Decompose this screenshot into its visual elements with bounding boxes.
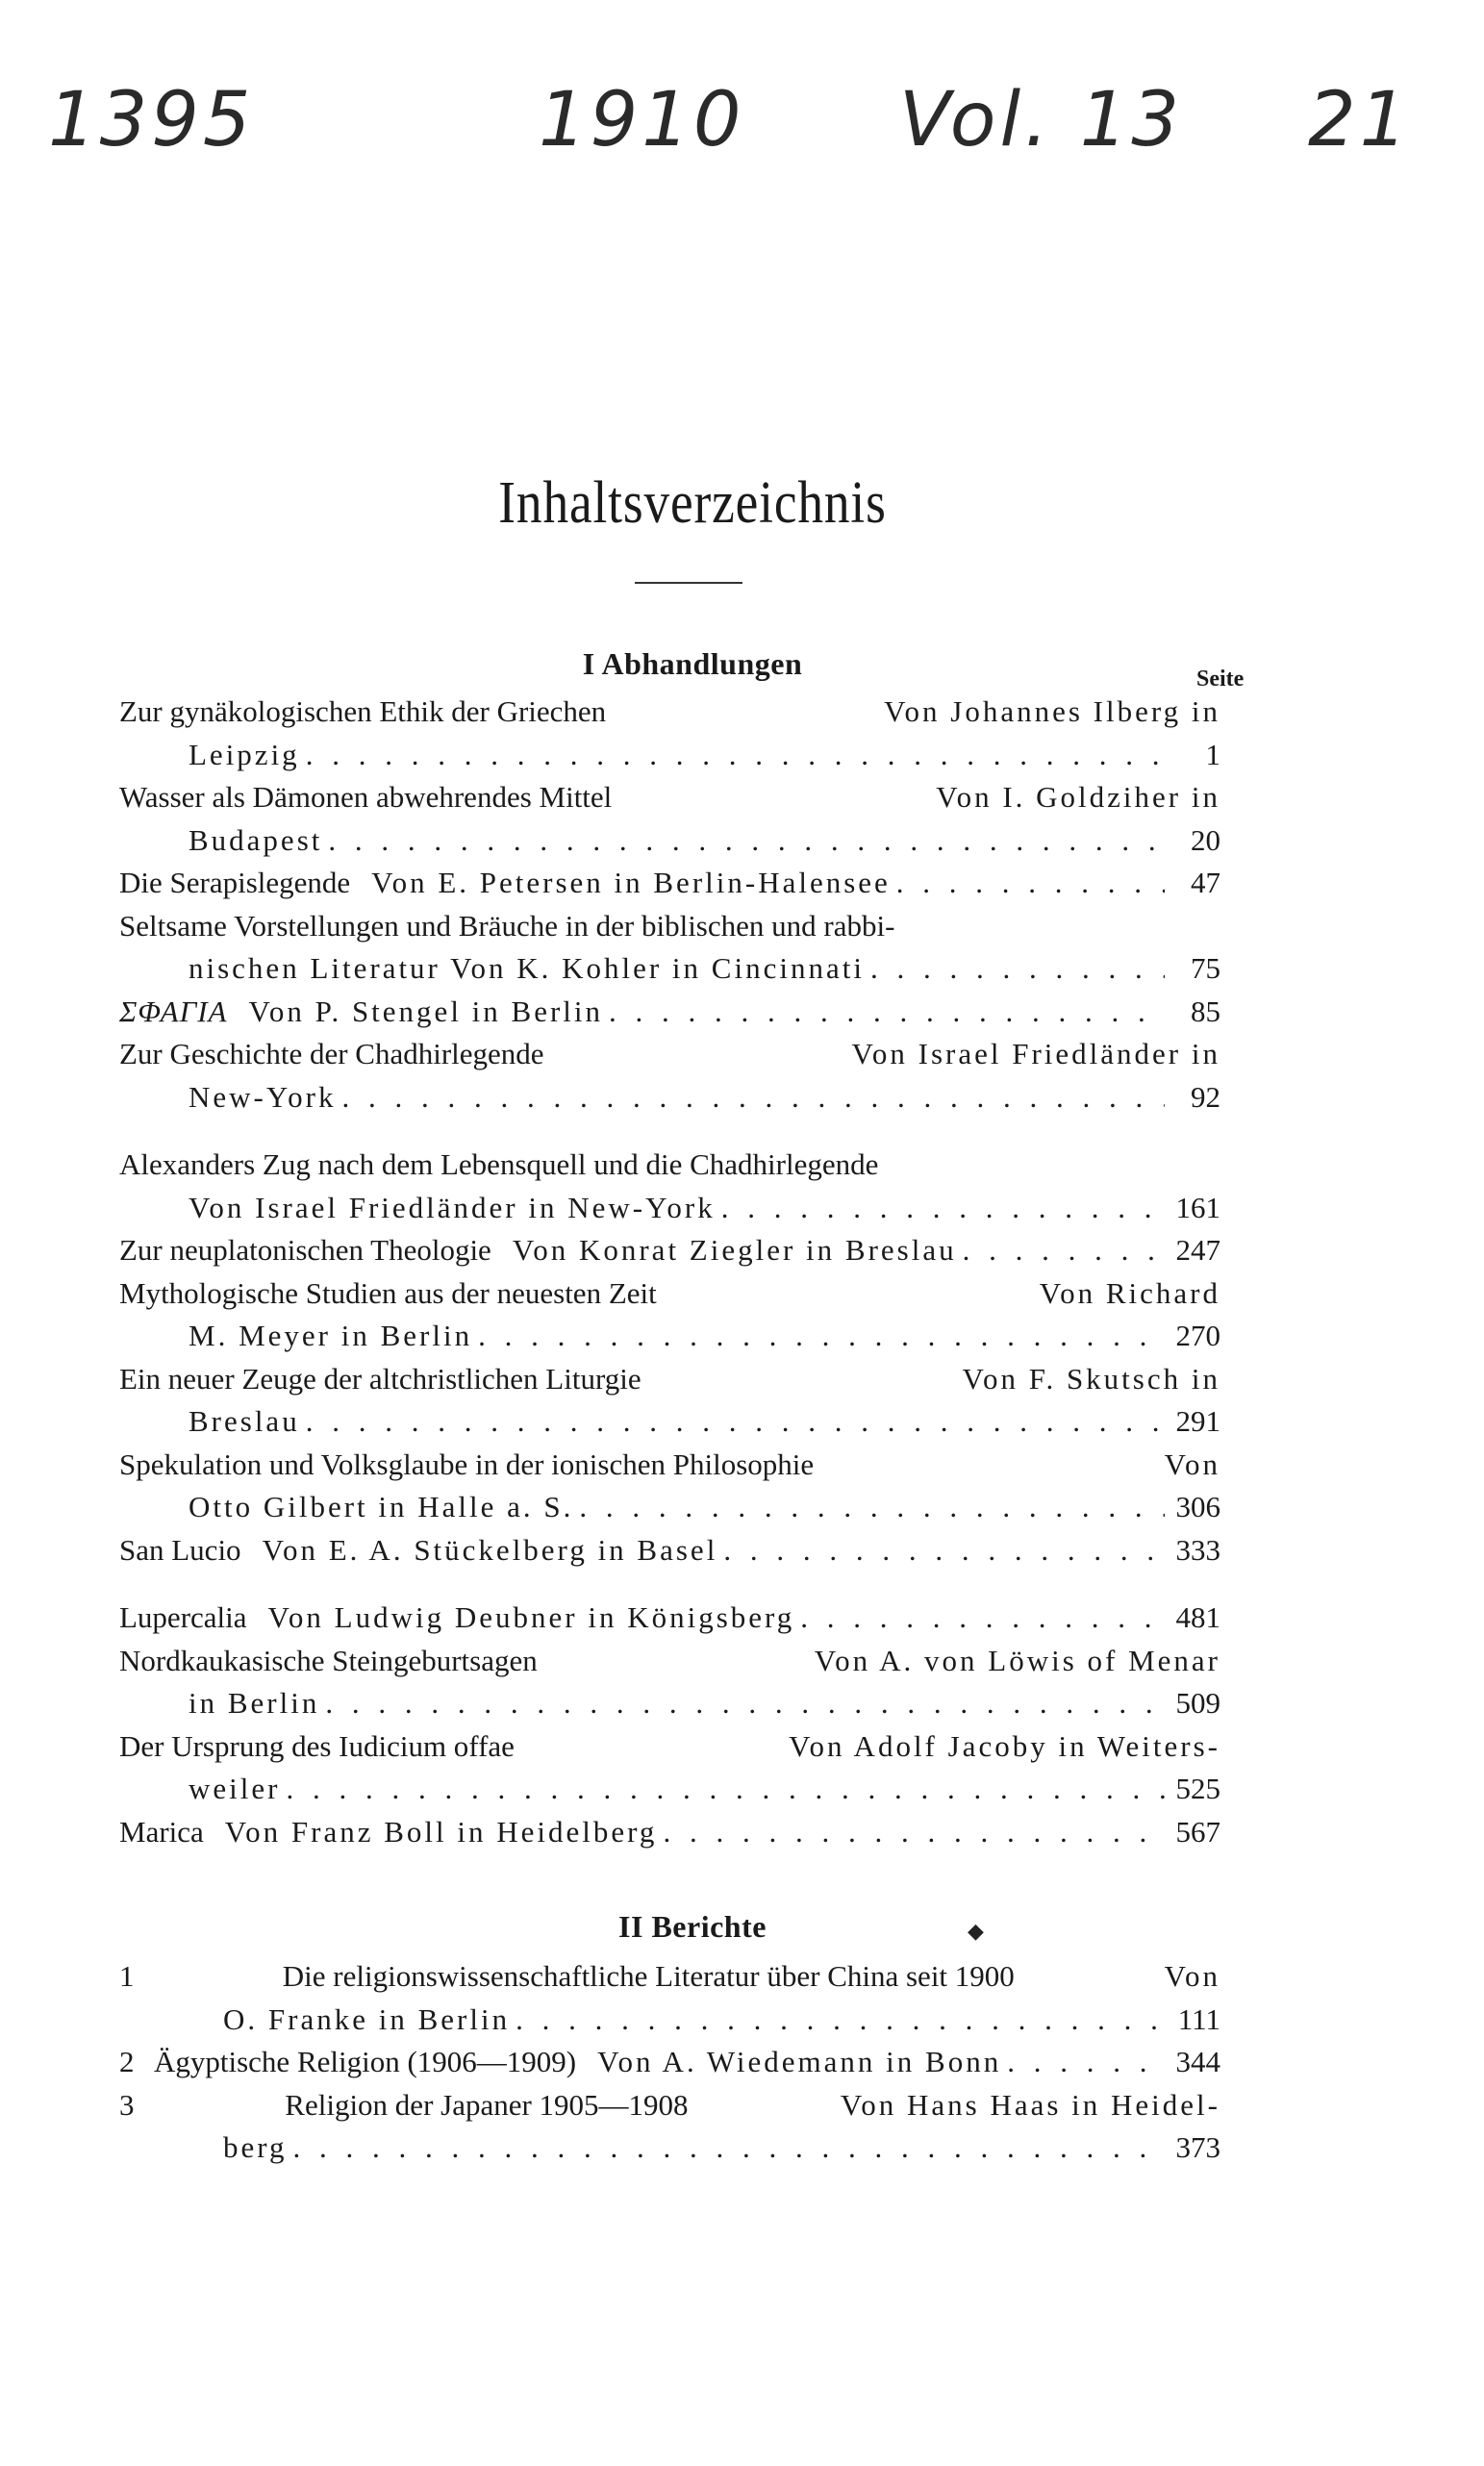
entry-continuation: Otto Gilbert in Halle a. S.: [189, 1490, 574, 1523]
entry-continuation: Budapest: [189, 822, 323, 857]
entry-author: Von A. von Löwis of Menar: [814, 1643, 1220, 1677]
dot-leader: [716, 1191, 1165, 1225]
entry-page: 47: [1191, 866, 1220, 899]
entry-author: Von Franz Boll in Heidelberg: [224, 1814, 658, 1849]
entry-author: Von Israel Friedländer in: [851, 1037, 1220, 1070]
toc-entry-line: [119, 1815, 1220, 1858]
dot-leader: [322, 823, 1165, 858]
entry-title: Der Ursprung des Iudicium offae: [119, 1728, 515, 1763]
dot-leader: [280, 1772, 1165, 1806]
toc-entry-line: [119, 1533, 1220, 1576]
toc-entry-line: [119, 951, 1220, 994]
entry-author: Von I. Goldziher in: [936, 780, 1220, 814]
toc-entry: [119, 994, 1220, 1038]
entry-page: 509: [1175, 1686, 1220, 1720]
entry-page: 333: [1175, 1532, 1220, 1567]
entry-continuation: O. Franke in Berlin: [223, 2001, 511, 2036]
dot-leader: [288, 2130, 1165, 2165]
entry-title: Die religionswissenschaftliche Literatur über China seit 1900: [282, 1959, 1015, 1993]
toc-entry-line: [119, 1037, 1220, 1080]
entry-page: 306: [1175, 1490, 1220, 1523]
entry-page: 344: [1175, 2045, 1220, 2078]
page-column-label: Seite: [1196, 667, 1245, 692]
dot-leader: [319, 1686, 1165, 1721]
entry-title: Zur neuplatonischen Theologie: [119, 1233, 491, 1267]
entry-page: 85: [1191, 994, 1220, 1028]
toc-entry-line: [119, 1447, 1220, 1491]
group-gap: [119, 1575, 1220, 1600]
toc-entry: [119, 694, 1220, 780]
toc-entry: [119, 1037, 1220, 1122]
entry-author: Von: [1164, 1959, 1220, 1993]
abhandlungen-list: [119, 694, 1220, 1857]
toc-entry-line: [119, 2088, 1220, 2131]
entry-author: Von A. Wiedemann in Bonn: [597, 2045, 1002, 2078]
entry-continuation: Leipzig: [189, 737, 300, 771]
toc-entry: [119, 1959, 1220, 2045]
toc-entry-line: [119, 1404, 1220, 1447]
entry-continuation: Breslau: [189, 1404, 300, 1438]
title-divider: [635, 582, 742, 584]
dot-leader: [603, 994, 1165, 1029]
entry-author: Von E. A. Stückelberg in Basel: [262, 1532, 718, 1567]
entry-page: 373: [1175, 2130, 1220, 2164]
entry-author: Von Hans Haas in Heidel-: [840, 2087, 1220, 2122]
entry-page: 270: [1175, 1319, 1220, 1352]
toc-entry: [119, 780, 1220, 866]
entry-title: Ein neuer Zeuge der altchristlichen Liturgie: [119, 1361, 641, 1396]
toc-entry-line: [119, 1080, 1220, 1123]
entry-author: Von Konrat Ziegler in Breslau: [512, 1233, 957, 1267]
toc-entry: [119, 1276, 1220, 1362]
stray-mark: ◆: [968, 1919, 984, 1943]
entry-title: Nordkaukasische Steingeburtsagen: [119, 1643, 538, 1677]
entry-continuation: weiler: [189, 1772, 281, 1805]
toc-entry-line: [119, 1772, 1220, 1815]
dot-leader: [336, 1080, 1165, 1115]
dot-leader: [300, 1404, 1165, 1439]
entry-title: Spekulation und Volksglaube in der ionischen Philosophie: [119, 1447, 815, 1481]
toc-entry-line: [119, 823, 1220, 867]
toc-entry-line: [119, 1362, 1220, 1405]
toc-entry: [119, 1600, 1220, 1644]
entry-page: 75: [1191, 951, 1220, 985]
entry-author: Von: [1164, 1447, 1220, 1481]
toc-entry: [119, 1362, 1220, 1447]
section-heading-abhandlungen: I Abhandlungen: [582, 646, 803, 681]
toc-entry-line: [119, 694, 1220, 738]
toc-entry-line: [119, 1729, 1220, 1773]
entry-page: 481: [1175, 1600, 1220, 1634]
dot-leader: [957, 1233, 1165, 1268]
entry-number: 3: [119, 2087, 135, 2122]
handwritten-volume: Vol. 13: [899, 77, 1184, 164]
toc-entry-line: [119, 1233, 1220, 1276]
handwritten-ref: 1395: [48, 77, 255, 164]
entry-continuation: M. Meyer in Berlin: [189, 1319, 473, 1352]
toc-entry-line: [119, 2002, 1220, 2046]
berichte-list: [119, 1959, 1220, 2174]
entry-author: Von Adolf Jacoby in Weiters-: [789, 1728, 1220, 1763]
toc-entry-line: [119, 1319, 1220, 1362]
dot-leader: [865, 951, 1165, 986]
entry-continuation: berg: [223, 2130, 288, 2164]
handwritten-year: 1910: [539, 77, 745, 164]
toc-entry-line: [119, 1600, 1220, 1644]
toc-entry-line: [119, 738, 1220, 781]
entry-title: Alexanders Zug nach dem Lebensquell und die Chadhirlegende: [119, 1147, 879, 1181]
handwritten-number: 21: [1308, 77, 1412, 164]
entry-author: Von F. Skutsch in: [962, 1361, 1220, 1396]
entry-author: Von P. Stengel in Berlin: [248, 994, 604, 1028]
toc-entry: [119, 1147, 1220, 1233]
entry-page: 1: [1205, 737, 1220, 771]
toc-entry: [119, 1233, 1220, 1276]
page-title: Inhaltsverzeichnis: [498, 470, 887, 536]
entry-page: 161: [1175, 1190, 1220, 1224]
entry-page: 111: [1177, 2001, 1220, 2036]
entry-title: Ägyptische Religion (1906—1909): [154, 2045, 577, 2078]
entry-author: Von Ludwig Deubner in Königsberg: [267, 1600, 795, 1634]
toc-entry-line: [119, 2045, 1220, 2088]
dot-leader: [1001, 2045, 1165, 2079]
dot-leader: [891, 866, 1165, 900]
entry-number: 2: [119, 2045, 135, 2078]
toc-entry: [119, 1533, 1220, 1576]
toc-entry-line: [119, 994, 1220, 1038]
toc-entry: [119, 1644, 1220, 1729]
toc-entry: [119, 1729, 1220, 1815]
entry-title: Lupercalia: [119, 1600, 247, 1634]
dot-leader: [794, 1600, 1165, 1635]
entry-author: Von Richard: [1039, 1275, 1220, 1310]
entry-title: Mythologische Studien aus der neuesten Zeit: [119, 1275, 657, 1310]
dot-leader: [300, 738, 1165, 772]
toc-entry-line: [119, 1490, 1220, 1533]
toc-entry-line: [119, 866, 1220, 909]
dot-leader: [657, 1815, 1165, 1850]
toc-entry-line: [119, 1686, 1220, 1729]
entry-title: San Lucio: [119, 1532, 241, 1567]
entry-continuation: nischen Literatur Von K. Kohler in Cincinnati: [189, 951, 865, 985]
toc-entry-line: [119, 2130, 1220, 2174]
entry-page: 291: [1175, 1404, 1220, 1438]
entry-title: Zur Geschichte der Chadhirlegende: [119, 1037, 544, 1070]
dot-leader: [510, 2002, 1165, 2037]
toc-entry-line: [119, 1147, 1220, 1191]
toc-entry-line: [119, 1644, 1220, 1687]
toc-entry: [119, 866, 1220, 909]
toc-entry-line: [119, 909, 1220, 952]
dot-leader: [573, 1490, 1165, 1524]
entry-page: 20: [1191, 822, 1220, 857]
toc-entry-line: [119, 1959, 1220, 2002]
group-gap: [119, 1122, 1220, 1147]
entry-continuation: New-York: [189, 1079, 337, 1114]
entry-continuation: in Berlin: [189, 1686, 320, 1720]
entry-title: Marica: [119, 1814, 204, 1849]
toc-entry-line: [119, 1276, 1220, 1320]
toc-entry: [119, 1447, 1220, 1533]
entry-title: Die Serapislegende: [119, 866, 351, 899]
section-heading-berichte: II Berichte: [618, 1909, 767, 1944]
entry-title: Religion der Japaner 1905—1908: [285, 2087, 689, 2122]
dot-leader: [472, 1319, 1165, 1353]
entry-page: 525: [1175, 1772, 1220, 1805]
dot-leader: [717, 1533, 1165, 1568]
entry-title: Seltsame Vorstellungen und Bräuche in der biblischen und rabbi-: [119, 908, 895, 943]
entry-number: 1: [119, 1959, 135, 1993]
toc-entry: [119, 909, 1220, 994]
toc-entry-line: [119, 780, 1220, 823]
toc-entry: [119, 2088, 1220, 2174]
entry-author: Von Johannes Ilberg in: [884, 694, 1220, 728]
entry-page: 567: [1175, 1814, 1220, 1849]
entry-author: Von E. Petersen in Berlin-Halensee: [371, 866, 891, 899]
entry-page: 92: [1191, 1079, 1220, 1114]
entry-continuation: Von Israel Friedländer in New-York: [189, 1190, 716, 1224]
entry-title: Zur gynäkologischen Ethik der Griechen: [119, 694, 607, 728]
toc-entry-line: [119, 1191, 1220, 1234]
entry-title: Wasser als Dämonen abwehrendes Mittel: [119, 780, 613, 814]
entry-page: 247: [1175, 1233, 1220, 1267]
toc-entry: [119, 1815, 1220, 1858]
entry-title: ΣΦΑΓΙΑ: [119, 994, 228, 1028]
toc-entry: [119, 2045, 1220, 2088]
